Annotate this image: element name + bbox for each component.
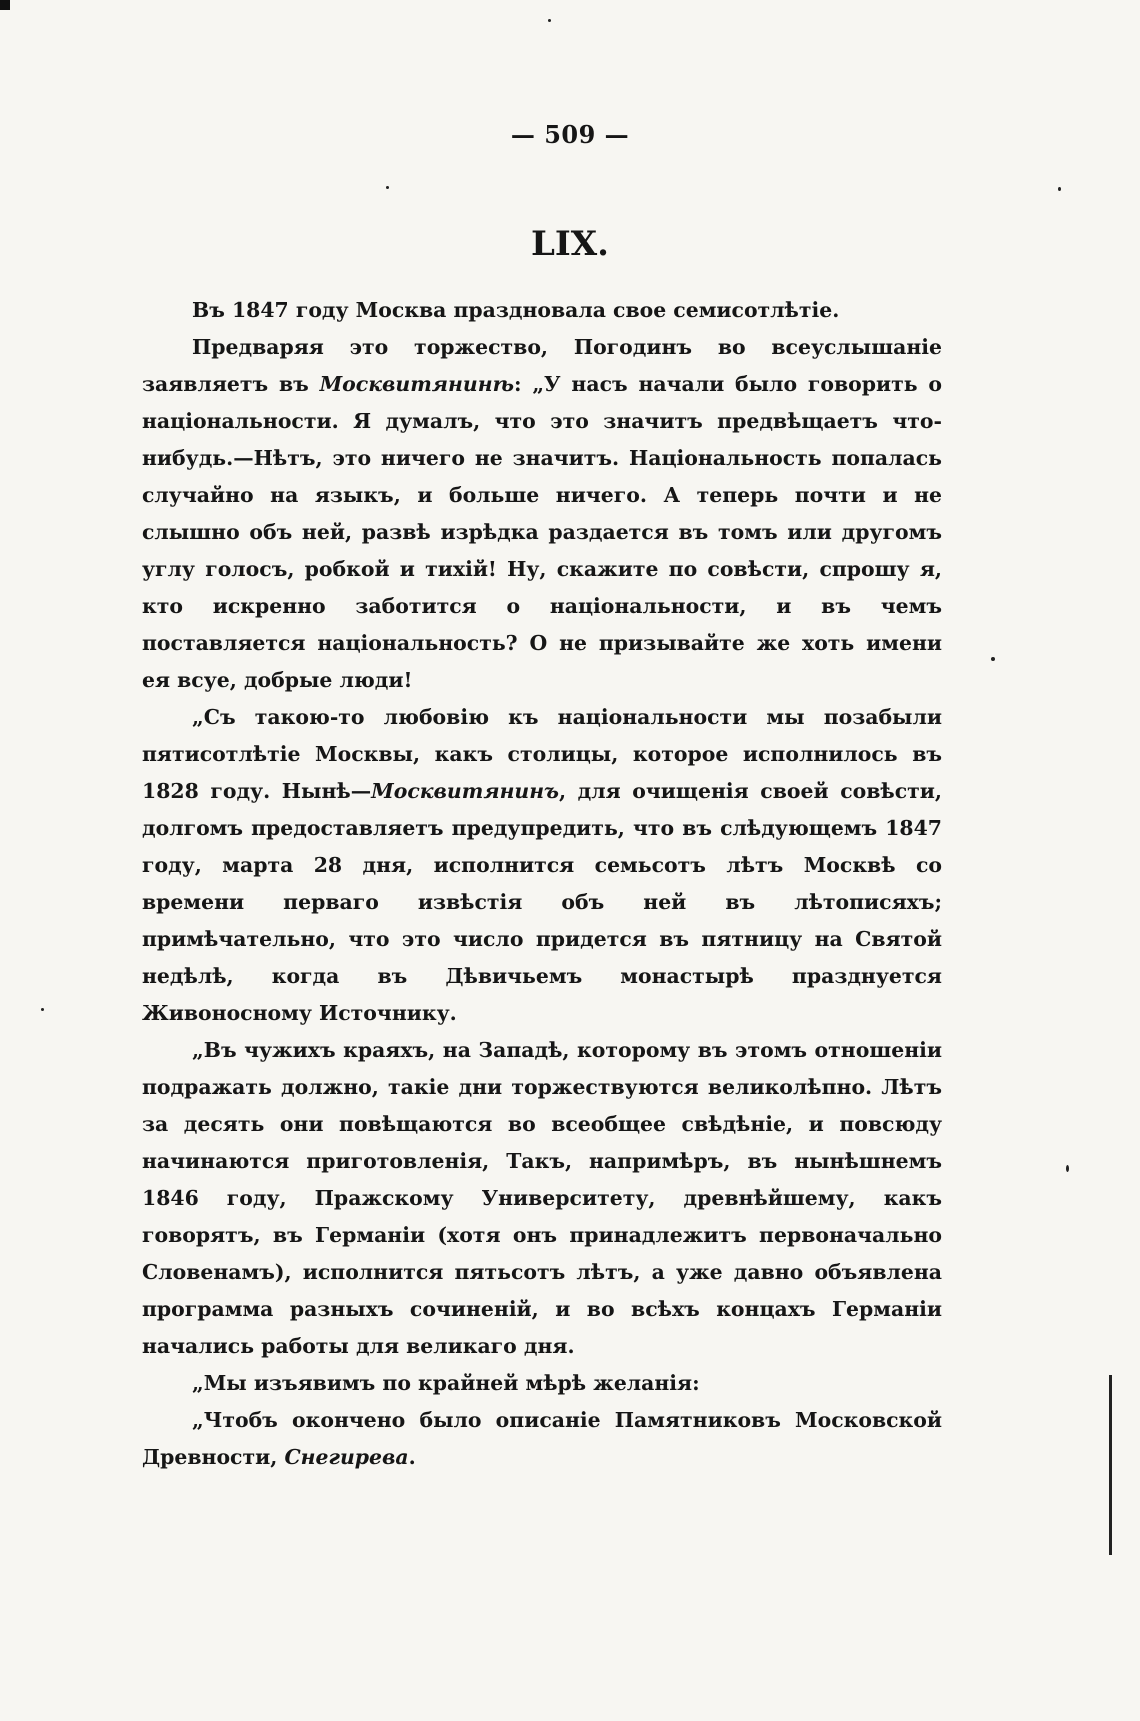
author-name: Снегирева: [284, 1445, 409, 1469]
paragraph-6: [142, 1402, 942, 1476]
scan-speck: [1066, 1165, 1069, 1172]
scan-speck: [548, 19, 551, 22]
paragraph-3-text-after: , для очищенія своей совѣсти, долгомъ предоставляетъ предупредить, что въ слѣдующемъ 1847 году, марта 28 дня, исполнится семьсотъ лѣтъ Москвѣ со времени перваго извѣстія объ ней въ лѣтописяхъ; примѣчательно, что это число придется въ пятницу на Святой недѣлѣ, когда въ Дѣвичьемъ монастырѣ празднуется Живоносному Источнику.: [142, 779, 942, 1025]
page-text: [142, 292, 942, 1476]
paragraph-2-text-before: Предваряя это торжество, Погодинъ во всеуслышаніе заявляетъ въ: [142, 335, 942, 396]
scan-corner-mark: [0, 0, 10, 10]
scan-speck: [991, 657, 995, 661]
paragraph-4: „Въ чужихъ краяхъ, на Западѣ, которому въ этомъ отношеніи подражать должно, такіе дни торжествуются великолѣпно. Лѣтъ за десять они повѣщаются во всеобщее свѣдѣніе, и повсюду начинаются приготовленія, Такъ, напримѣръ, въ нынѣшнемъ 1846 году, Пражскому Университету, древнѣйшему, какъ говорятъ, въ Германіи (хотя онъ принадлежитъ первоначально Словенамъ), исполнится пятьсотъ лѣтъ, а уже давно объявлена программа разныхъ сочиненій, и во всѣхъ концахъ Германіи начались работы для великаго дня.: [142, 1038, 942, 1358]
journal-title: Москвитянинъ: [371, 779, 559, 803]
scan-speck: [386, 186, 389, 189]
chapter-title: LIX.: [530, 224, 610, 264]
paragraph-5: „Мы изъявимъ по крайней мѣрѣ желанія:: [192, 1371, 700, 1395]
paragraph-6-text-before: „Чтобъ окончено было описаніе Памятниковъ Московской Древности,: [142, 1408, 942, 1469]
page-number: — 509 —: [510, 120, 630, 149]
paragraph-2-text-after: : „У насъ начали было говорить о національности. Я думалъ, что это значитъ предвѣщаетъ что-нибудь.—Нѣтъ, это ничего не значитъ. Національность попалась случайно на языкъ, и больше ничего. А теперь почти и не слышно объ ней, развѣ изрѣдка раздается въ томъ или другомъ углу голосъ, робкой и тихій! Ну, скажите по совѣсти, спрошу я, кто искренно заботится о національности, и въ чемъ поставляется національность? О не призывайте же хоть имени ея всуе, добрые люди!: [142, 372, 943, 692]
paragraph-3-text-before: „Съ такою-то любовію къ національности мы позабыли пятисотлѣтіе Москвы, какъ столицы, которое исполнилось въ 1828 году. Нынѣ—: [142, 705, 942, 803]
journal-title: Москвитянинѣ: [319, 372, 514, 396]
paragraph-1: Въ 1847 году Москва праздновала свое семисотлѣтіе.: [192, 298, 840, 322]
scan-speck: [41, 1008, 44, 1011]
scan-speck: [1058, 187, 1061, 191]
paragraph-3: [142, 699, 942, 1032]
paragraph-2: [142, 329, 942, 699]
scan-edge-mark: [1109, 1375, 1112, 1555]
paragraph-6-text-after: .: [408, 1445, 416, 1469]
